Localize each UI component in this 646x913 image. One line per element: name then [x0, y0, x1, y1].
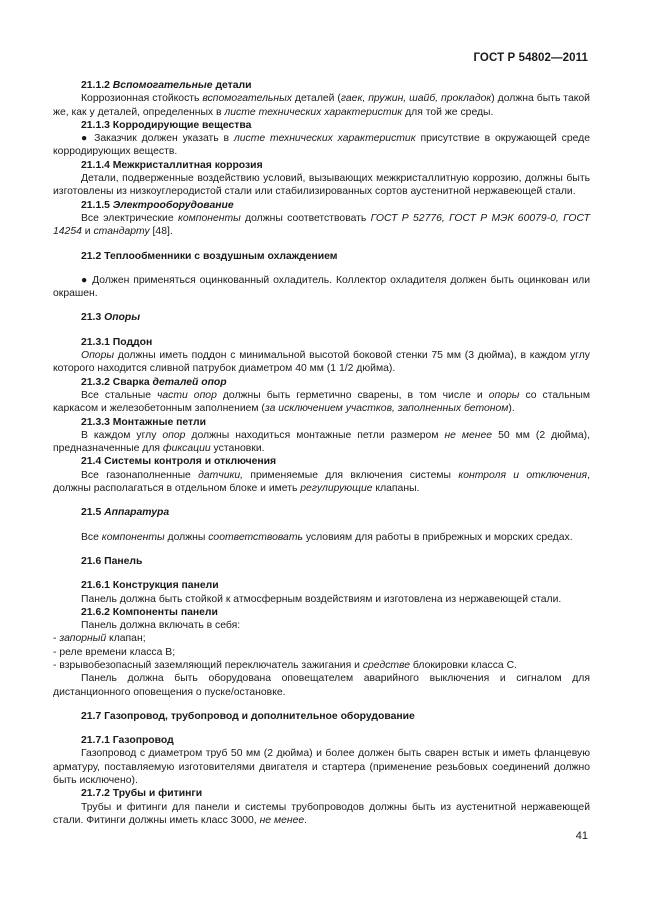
heading-21-6-2: 21.6.2 Компоненты панели — [81, 606, 218, 618]
heading-21-1-4: 21.1.4 Межкристаллитная коррозия — [81, 159, 263, 171]
paragraph-21-1-4: Детали, подверженные воздействию условий, вызывающих межкристаллитную коррозию, должны быть изготовлены из низкоуглеродистой стали или стабилизированных сортов аустенитной нержавеющей стали. — [53, 173, 590, 198]
heading-21-4: 21.4 Системы контроля и отключения — [81, 456, 277, 468]
list-item: - реле времени класса B; — [53, 646, 176, 658]
standard-header: ГОСТ Р 54802—2011 — [473, 52, 588, 64]
heading-21-5: 21.5 Аппаратура — [81, 507, 170, 519]
heading-21-3-3: 21.3.3 Монтажные петли — [81, 416, 206, 428]
paragraph-21-6-1: Панель должна быть стойкой к атмосферным воздействиям и изготовлена из нержавеющей стали. — [81, 593, 562, 605]
paragraph-21-1-2: Коррозионная стойкость вспомогательных деталей (гаек, пружин, шайб, прокладок) должна быть такой же, как у деталей, определенных в листе технических характеристик для той же среды. — [53, 93, 590, 118]
paragraph-21-2: ● Должен применяться оцинкованный охладитель. Коллектор охладителя должен быть оцинкован или окрашен. — [53, 274, 590, 300]
paragraph-21-6-2-outro: Панель должна быть оборудована оповещателем аварийного выключения и сигналом для дистанционного оповещения о пуске/остановке. — [53, 673, 590, 698]
paragraph-21-6-2-intro: Панель должна включать в себя: — [81, 620, 241, 632]
heading-21-3-1: 21.3.1 Поддон — [81, 336, 153, 348]
heading-21-2: 21.2 Теплообменники с воздушным охлаждением — [81, 250, 338, 262]
heading-21-1-5: 21.1.5 Электрооборудование — [81, 199, 234, 211]
paragraph-21-1-5: Все электрические компоненты должны соответствовать ГОСТ Р 52776, ГОСТ Р МЭК 60079-0, ГОСТ 14254 и стандарту [48]. — [53, 212, 591, 238]
paragraph-21-1-3: ● Заказчик должен указать в листе технических характеристик присутствие в окружающей среде корродирующих веществ. — [53, 133, 590, 158]
paragraph-21-3-2: Все стальные части опор должны быть герметично сварены, в том числе и опоры со стальным каркасом и железобетонным заполнением (за исключением участков, заполненных бетоном). — [53, 389, 590, 415]
heading-21-7: 21.7 Газопровод, трубопровод и дополнительное оборудование — [81, 710, 415, 722]
heading-21-3-2: 21.3.2 Сварка деталей опор — [81, 376, 227, 388]
paragraph-21-7-2: Трубы и фитинги для панели и системы трубопроводов должны быть из аустенитной нержавеющей стали. Фитинги должны иметь класс 3000, не менее. — [53, 801, 590, 826]
heading-21-7-1: 21.7.1 Газопровод — [81, 735, 174, 747]
paragraph-21-7-1: Газопровод с диаметром труб 50 мм (2 дюйма) и более должен быть сварен встык и иметь фланцевую арматуру, поставляемую изготовителями двигателя и стартера (применение резьбовых соединений должно быть исключено). — [53, 748, 590, 787]
heading-21-6: 21.6 Панель — [81, 555, 143, 567]
list-item: - запорный клапан; — [53, 633, 146, 645]
heading-21-1-2: 21.1.2 Вспомогательные детали — [81, 80, 252, 91]
heading-21-1-3: 21.1.3 Корродирующие вещества — [81, 119, 252, 131]
paragraph-21-4: Все газонаполненные датчики, применяемые для включения системы контроля и отключения, должны располагаться в отдельном блоке и иметь регулирующие клапаны. — [53, 469, 590, 495]
page-number: 41 — [575, 830, 588, 842]
paragraph-21-3-1: Опоры должны иметь поддон с минимальной высотой боковой стенки 75 мм (3 дюйма), в каждом углу которого находится сливной патрубок диаметром 40 мм (1 1/2 дюйма). — [53, 350, 590, 375]
heading-21-6-1: 21.6.1 Конструкция панели — [81, 580, 219, 592]
list-item: - взрывобезопасный заземляющий переключатель зажигания и средстве блокировки класса C. — [53, 659, 517, 671]
document-body — [53, 79, 590, 827]
paragraph-21-5: Все компоненты должны соответствовать условиям для работы в прибрежных и морских средах. — [81, 531, 573, 543]
heading-21-3: 21.3 Опоры — [81, 312, 141, 324]
paragraph-21-3-3: В каждом углу опор должны находиться монтажные петли размером не менее 50 мм (2 дюйма), предназначенные для фиксации установки. — [53, 429, 591, 455]
heading-21-7-2: 21.7.2 Трубы и фитинги — [81, 788, 203, 800]
